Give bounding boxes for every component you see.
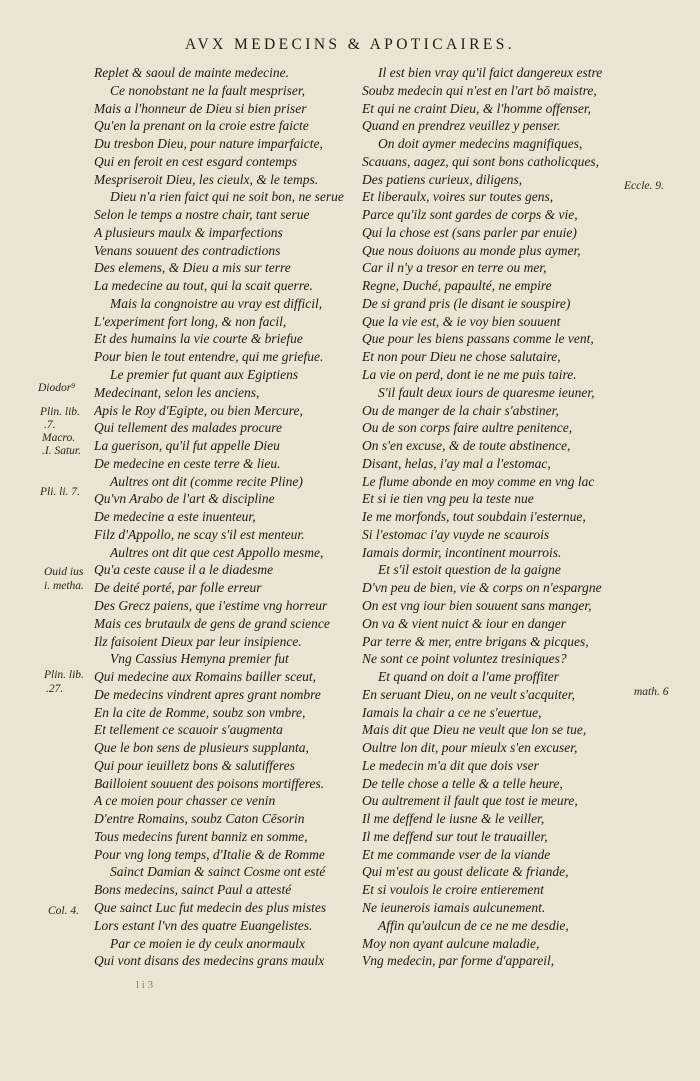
left-column-line: Apis le Roy d'Egipte, ou bien Mercure, <box>94 402 303 418</box>
right-column-line: Et si ie tien vng peu la teste nue <box>362 491 534 507</box>
left-column-line: Pour vng long temps, d'Italie & de Romme <box>94 846 325 862</box>
right-column-line: Il me deffend sur tout le trauailler, <box>362 828 548 844</box>
right-column-line: Par terre & mer, entre brigans & picques, <box>362 633 589 649</box>
left-column-line: Qu'a ceste cause il a le diadesme <box>94 562 274 578</box>
right-column-line: Soubz medecin qui n'est en l'art bō maistre, <box>362 82 597 98</box>
right-column-line: Et qui ne craint Dieu, & l'homme offenser, <box>362 100 591 116</box>
left-column-line: Que sainct Luc fut medecin des plus mistes <box>94 899 327 915</box>
margin-note-ouid-a: Ouid ius <box>44 566 84 578</box>
left-column-line: Qui pour ieuilletz bons & salutifferes <box>94 757 295 773</box>
left-column-line: Qu'en la prenant on la croie estre faicte <box>94 118 309 134</box>
left-column-line: Vng Cassius Hemyna premier fut <box>110 651 289 667</box>
left-column-line: Bons medecins, sainct Paul a attesté <box>94 882 292 898</box>
right-column-line: Vng medecin, par forme d'appareil, <box>362 953 555 969</box>
left-column-line: De deité porté, par folle erreur <box>94 580 262 596</box>
right-column-line: La vie on perd, dont ie ne me puis taire. <box>362 367 577 383</box>
right-column-line: Quand en prendrez veuillez y penser. <box>362 118 561 134</box>
left-column-line: Et des humains la vie courte & briefue <box>94 331 303 347</box>
right-column-line: On est vng iour bien souuent sans manger, <box>362 597 592 613</box>
left-column-line: Des Grecz paiens, que i'estime vng horreur <box>94 597 328 613</box>
right-column-line: De telle chose a telle & a telle heure, <box>362 775 563 791</box>
right-column-line: Mais dit que Dieu ne veult que lon se tue, <box>362 722 587 738</box>
left-column-line: Sainct Damian & sainct Cosme ont esté <box>110 864 326 880</box>
right-column-line: Iamais la chair a ce ne s'euertue, <box>362 704 542 720</box>
left-column-line: Aultres ont dit (comme recite Pline) <box>110 473 303 489</box>
left-column-line: Mais ces brutaulx de gens de grand science <box>94 615 330 631</box>
left-column-line: Bailloient souuent des poisons mortifferes. <box>94 775 325 791</box>
left-column-line: Pour bien le tout entendre, qui me griefue. <box>94 349 324 365</box>
right-column-line: Ou de manger de la chair s'abstiner, <box>362 402 559 418</box>
right-column-line: Qui m'est au goust delicate & friande, <box>362 864 569 880</box>
left-column-line: Des elemens, & Dieu a mis sur terre <box>94 260 291 276</box>
margin-note-ouid-b: i. metha. <box>44 580 84 592</box>
left-column-line: L'experiment fort long, & non facil, <box>94 313 287 329</box>
left-column-line: Mespriseroit Dieu, les cieulx, & le temps. <box>94 171 319 187</box>
right-column-line: En seruant Dieu, on ne veult s'acquiter, <box>362 686 575 702</box>
right-column-line: Qui la chose est (sans parler par enuie) <box>362 224 577 240</box>
right-column-line: De si grand pris (le disant ie souspire) <box>362 295 571 311</box>
right-column-line: Scauans, aagez, qui sont bons catholicques, <box>362 153 599 169</box>
right-column-line: Que la vie est, & ie voy bien souuent <box>362 313 561 329</box>
right-column-line: Que nous doiuons au monde plus aymer, <box>362 242 581 258</box>
right-column-line: Ne ieunerois iamais aulcunement. <box>362 899 546 915</box>
right-column-line: Des patiens curieux, diligens, <box>362 171 523 187</box>
right-column-line: Oultre lon dit, pour mieulx s'en excuser, <box>362 740 578 756</box>
right-column-line: Disant, helas, i'ay mal a l'estomac, <box>362 455 551 471</box>
margin-note-macro-a: Macro. <box>42 432 76 444</box>
right-column-line: On s'en excuse, & de toute abstinence, <box>362 438 571 454</box>
right-column-line: Si l'estomac i'ay vuyde ne scaurois <box>362 526 550 542</box>
left-column-line: Lors estant l'vn des quatre Euangelistes. <box>94 917 313 933</box>
right-column-line: Ne sont ce point voluntez tresiniques? <box>362 651 567 667</box>
left-column-line: La guerison, qu'il fut appelle Dieu <box>94 438 280 454</box>
left-column-line: Qui tellement des malades procure <box>94 420 282 436</box>
margin-note-diodor: Diodor⁹ <box>38 382 76 394</box>
right-column-line: Ou de son corps faire aultre penitence, <box>362 420 573 436</box>
left-column-line: Replet & saoul de mainte medecine. <box>94 65 289 80</box>
left-column-line: Selon le temps a nostre chair, tant serue <box>94 207 310 223</box>
left-column-line: La medecine au tout, qui la scait querre. <box>94 278 313 294</box>
margin-note-macro-b: .I. Satur. <box>42 445 81 457</box>
left-column-line: Qu'vn Arabo de l'art & discipline <box>94 491 275 507</box>
right-column-line: Affin qu'aulcun de ce ne me desdie, <box>378 917 569 933</box>
running-header: AVX MEDECINS & APOTICAIRES. <box>184 36 516 53</box>
right-column-line: Et non pour Dieu ne chose salutaire, <box>362 349 561 365</box>
left-column-line: Medecinant, selon les anciens, <box>94 384 260 400</box>
margin-note-eccle-9: Eccle. 9. <box>624 180 664 192</box>
left-column-line: Du tresbon Dieu, pour nature imparfaicte, <box>94 136 323 152</box>
left-column-line: Et tellement ce scauoir s'augmenta <box>94 722 283 738</box>
margin-note-pli-7: Pli. li. 7. <box>40 486 80 498</box>
margin-note-math-6: math. 6 <box>634 686 669 698</box>
left-column-line: Par ce moien ie dy ceulx anormaulx <box>110 935 305 951</box>
right-column-line: Il me deffend le iusne & le veiller, <box>362 811 545 827</box>
left-column-line: Mais la congnoistre au vray est difficil, <box>110 295 323 311</box>
left-column-line: Venans souuent des contradictions <box>94 242 281 258</box>
right-column-line: Et s'il estoit question de la gaigne <box>378 562 561 578</box>
left-column-line: A ce moien pour chasser ce venin <box>94 793 276 809</box>
left-column-line: En la cite de Romme, soubz son vmbre, <box>94 704 306 720</box>
right-text-column <box>362 64 630 970</box>
left-text-column <box>94 64 362 970</box>
right-column-line: Ie me morfonds, tout soubdain i'esternue, <box>362 509 586 525</box>
margin-note-plin-7-a: Plin. lib. <box>40 406 80 418</box>
right-column-line: Ou aultrement il fault que tost ie meure, <box>362 793 578 809</box>
right-column-line: Que pour les biens passans comme le vent, <box>362 331 594 347</box>
right-column-line: Moy non ayant aulcune maladie, <box>362 935 540 951</box>
right-column-line: Il est bien vray qu'il faict dangereux estre <box>378 65 603 80</box>
signature-mark: l i 3 <box>136 979 154 991</box>
right-column-line: On va & vient nuict & iour en danger <box>362 615 566 631</box>
right-column-line: Car il n'y a tresor en terre ou mer, <box>362 260 547 276</box>
right-column-line: Et liberaulx, voires sur toutes gens, <box>362 189 554 205</box>
right-column-line: On doit aymer medecins magnifiques, <box>378 136 583 152</box>
left-column-line: Le premier fut quant aux Egiptiens <box>110 367 299 383</box>
right-column-line: Iamais dormir, incontinent mourrois. <box>362 544 562 560</box>
left-column-line: D'entre Romains, soubz Caton Cēsorin <box>94 811 305 827</box>
right-column-line: Et quand on doit a l'ame proffiter <box>378 669 559 685</box>
left-column-line: Que le bon sens de plusieurs supplanta, <box>94 740 309 756</box>
right-column-line: D'vn peu de bien, vie & corps on n'espargne <box>362 580 602 596</box>
left-column-line: De medecine a este inuenteur, <box>94 509 256 525</box>
left-column-line: Qui vont disans des medecins grans maulx <box>94 953 325 969</box>
left-column-line: Ce nonobstant ne la fault mespriser, <box>110 82 305 98</box>
left-column-line: Qui medecine aux Romains bailler sceut, <box>94 669 316 685</box>
left-column-line: De medecins vindrent apres grant nombre <box>94 686 321 702</box>
margin-note-plin-7-b: .7. <box>44 419 56 431</box>
right-column-line: Le medecin m'a dit que dois vser <box>362 757 539 773</box>
left-column-line: A plusieurs maulx & imparfections <box>94 224 283 240</box>
right-column-line: Et si voulois le croire entierement <box>362 882 544 898</box>
left-column-line: De medecine en ceste terre & lieu. <box>94 455 281 471</box>
left-column-line: Dieu n'a rien faict qui ne soit bon, ne serue <box>110 189 344 205</box>
right-column-line: S'il fault deux iours de quaresme ieuner, <box>378 384 595 400</box>
left-column-line: Mais a l'honneur de Dieu si bien priser <box>94 100 307 116</box>
left-column-line: Aultres ont dit que cest Appollo mesme, <box>110 544 324 560</box>
left-column-line: Tous medecins furent banniz en somme, <box>94 828 308 844</box>
right-column-line: Regne, Duché, papaulté, ne empire <box>362 278 552 294</box>
margin-note-plin-27-b: .27. <box>46 683 64 695</box>
left-column-line: Qui en feroit en cest esgard contemps <box>94 153 297 169</box>
margin-note-plin-27-a: Plin. lib. <box>44 669 84 681</box>
left-column-line: Filz d'Appollo, ne scay s'il est menteur. <box>94 526 305 542</box>
left-column-line: Ilz faisoient Dieux par leur insipience. <box>94 633 302 649</box>
right-column-line: Parce qu'ilz sont gardes de corps & vie, <box>362 207 578 223</box>
right-column-line: Le flume abonde en moy comme en vng lac <box>362 473 595 489</box>
margin-note-col-4: Col. 4. <box>48 905 79 917</box>
right-column-line: Et me commande vser de la viande <box>362 846 551 862</box>
